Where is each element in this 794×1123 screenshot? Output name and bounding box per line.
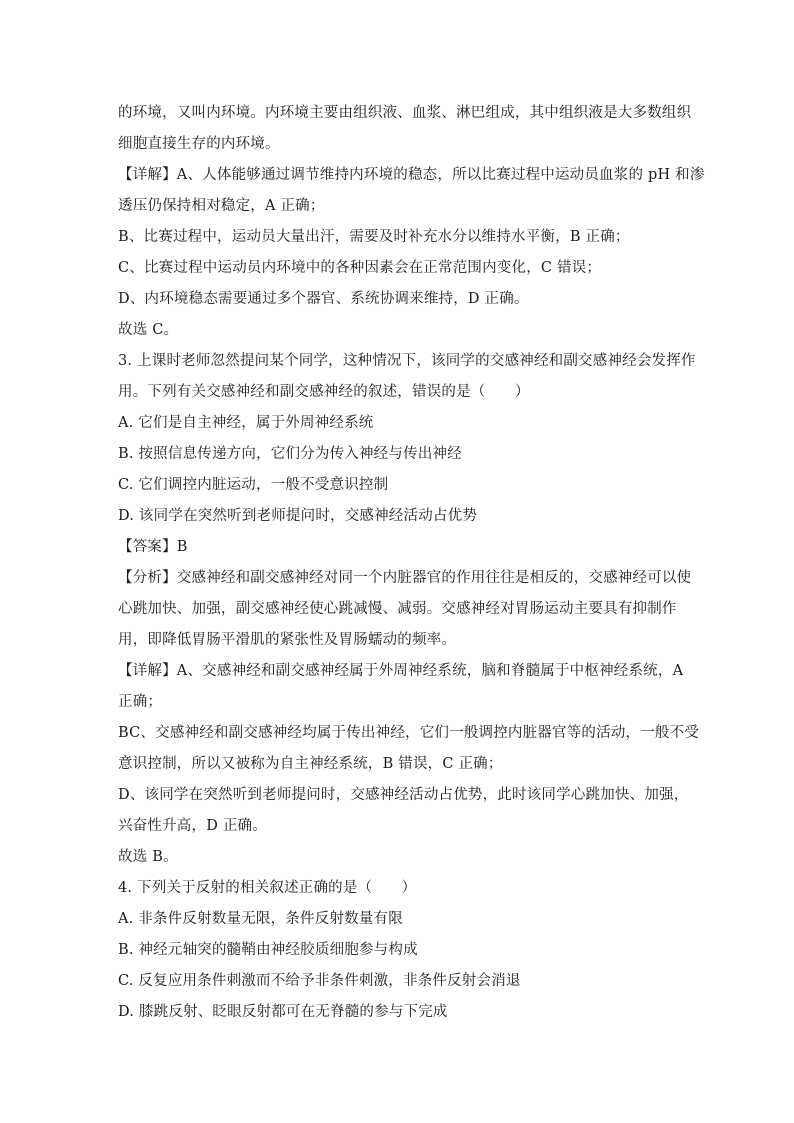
detail-line: 兴奋性升高，D 正确。 (118, 818, 267, 834)
text-line: 【详解】A、人体能够通过调节维持内环境的稳态，所以比赛过程中运动员血浆的 pH 和渗 (118, 167, 705, 183)
text-line: 透压仍保持相对稳定，A 正确； (118, 198, 325, 214)
detail-line: 正确； (118, 694, 163, 710)
option-c: C. 它们调控内脏运动，一般不受意识控制 (118, 477, 389, 493)
detail-line: 意识控制，所以又被称为自主神经系统，B 错误，C 正确； (118, 756, 503, 772)
option-d: D. 膝跳反射、眨眼反射都可在无脊髓的参与下完成 (118, 1004, 448, 1020)
option-b: B. 按照信息传递方向，它们分为传入神经与传出神经 (118, 446, 462, 462)
text-line: 细胞直接生存的内环境。 (118, 136, 280, 152)
conclusion-line: 故选 B。 (118, 849, 178, 865)
analysis-line: 心跳加快、加强，副交感神经使心跳减慢、减弱。交感神经对胃肠运动主要具有抑制作 (118, 601, 677, 617)
question-stem: 用。下列有关交感神经和副交感神经的叙述，错误的是（ ） (118, 384, 530, 400)
option-a: A. 非条件反射数量无限，条件反射数量有限 (118, 911, 403, 927)
option-a: A. 它们是自主神经，属于外周神经系统 (118, 415, 374, 431)
option-c: C. 反复应用条件刺激而不给予非条件刺激，非条件反射会消退 (118, 973, 521, 989)
text-line: D、内环境稳态需要通过多个器官、系统协调来维持，D 正确。 (118, 291, 529, 307)
option-d: D. 该同学在突然听到老师提问时，交感神经活动占优势 (118, 508, 478, 524)
analysis-line: 用，即降低胃肠平滑肌的紧张性及胃肠蠕动的频率。 (118, 632, 457, 648)
option-b: B. 神经元轴突的髓鞘由神经胶质细胞参与构成 (118, 942, 418, 958)
detail-line: BC、交感神经和副交感神经均属于传出神经，它们一般调控内脏器官等的活动，一般不受 (118, 725, 700, 741)
detail-line: 【详解】A、交感神经和副交感神经属于外周神经系统，脑和脊髓属于中枢神经系统，A (118, 663, 684, 679)
answer-line: 【答案】B (118, 539, 188, 555)
text-line: 故选 C。 (118, 322, 179, 338)
question-stem: 3. 上课时老师忽然提问某个同学，这种情况下，该同学的交感神经和副交感神经会发挥作 (118, 353, 696, 369)
analysis-line: 【分析】交感神经和副交感神经对同一个内脏器官的作用往往是相反的，交感神经可以使 (118, 570, 692, 586)
text-line: B、比赛过程中，运动员大量出汗，需要及时补充水分以维持水平衡，B 正确； (118, 229, 630, 245)
detail-line: D、该同学在突然听到老师提问时，交感神经活动占优势，此时该同学心跳加快、加强， (118, 787, 689, 803)
text-line: 的环境，又叫内环境。内环境主要由组织液、血浆、淋巴组成，其中组织液是大多数组织 (118, 105, 692, 121)
question-stem: 4. 下列关于反射的相关叙述正确的是（ ） (118, 880, 417, 896)
text-line: C、比赛过程中运动员内环境中的各种因素会在正常范围内变化，C 错误； (118, 260, 602, 276)
